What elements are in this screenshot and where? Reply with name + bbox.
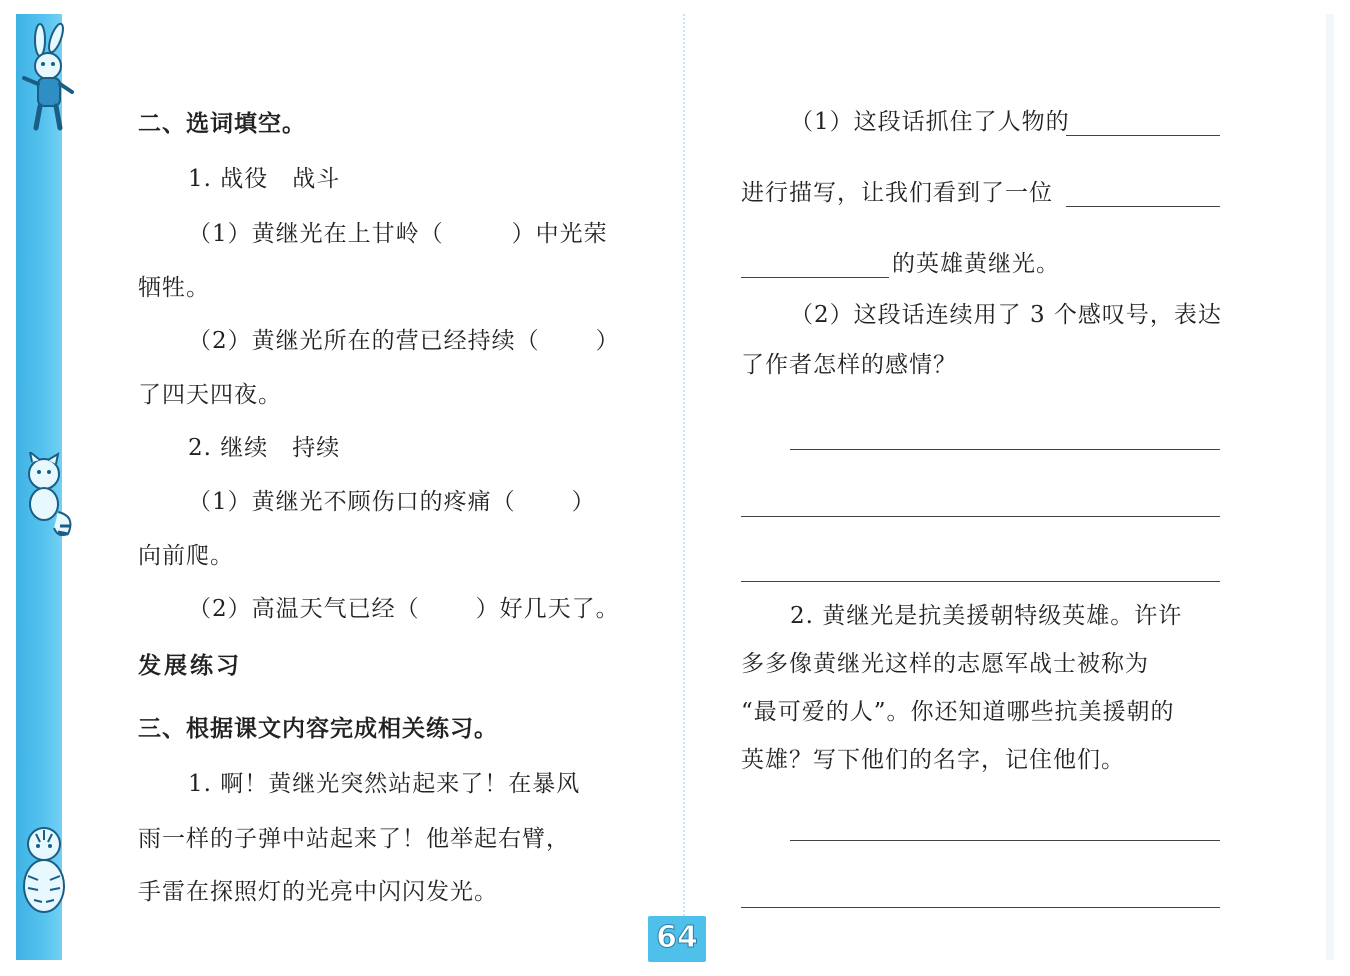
q1-2-text-b: ） [595,328,620,354]
right-p1-line1: （1）这段话抓住了人物的 [790,109,1070,135]
right-edge-strip [1326,14,1334,960]
right-p1-line3: 的英雄黄继光。 [892,251,1060,277]
right-q2-line4: 英雄？写下他们的名字，记住他们。 [741,747,1125,773]
rabbit-mascot-icon [12,22,84,138]
q2-1-text-c: 向前爬。 [138,543,234,569]
right-q2-line1: 2. 黄继光是抗美援朝特级英雄。许许 [790,603,1183,629]
q1-2-line [188,330,620,353]
right-p2-line2: 了作者怎样的感情？ [741,352,957,378]
q1-word-choices: 1. 战役 战斗 [188,166,341,192]
q1-1-text-b: ）中光荣 [511,221,608,247]
q2-1-text-a: （1）黄继光不顾伤口的疼痛（ [188,489,516,515]
page-number: 64 [656,920,698,955]
q2-2-text-b: ）好几天了。 [475,596,620,622]
page-fold [683,14,687,960]
q2-2-line [188,598,620,621]
tiger-mascot-icon [14,820,72,920]
q1-1-text-a: （1）黄继光在上甘岭（ [188,221,444,247]
development-practice-title: 发展练习 [138,653,242,679]
passage-line-3: 手雷在探照灯的光亮中闪闪发光。 [138,879,498,905]
q1-1-line [188,223,608,246]
q2-2-text-a: （2）高温天气已经（ [188,596,420,622]
passage-line-1: 1. 啊！黄继光突然站起来了！在暴风 [188,771,581,797]
q2-1-line [188,491,596,514]
q2-word-choices: 2. 继续 持续 [188,435,341,461]
section3-title: 三、根据课文内容完成相关练习。 [138,716,498,742]
answer-line-feeling-2[interactable] [741,516,1220,517]
answer-line-hero-quality-a[interactable] [1066,206,1220,207]
q1-2-text-c: 了四天四夜。 [138,382,282,408]
passage-line-2: 雨一样的子弹中站起来了！他举起右臂， [138,826,570,852]
right-p2-line1: （2）这段话连续用了 3 个感叹号，表达 [790,302,1222,328]
answer-line-heroes-2[interactable] [741,907,1220,908]
answer-line-aspect[interactable] [1066,135,1220,136]
answer-line-hero-quality-b[interactable] [741,277,889,278]
right-q2-line2: 多多像黄继光这样的志愿军战士被称为 [741,651,1149,677]
answer-line-feeling-1[interactable] [790,449,1220,450]
right-p1-line2: 进行描写，让我们看到了一位 [741,180,1053,206]
cat-mascot-icon [14,452,80,538]
q2-1-text-b: ） [571,489,596,515]
right-q2-line3: “最可爱的人”。你还知道哪些抗美援朝的 [741,699,1175,725]
section2-title: 二、选词填空。 [138,111,306,137]
answer-line-feeling-3[interactable] [741,581,1220,582]
answer-line-heroes-1[interactable] [790,840,1220,841]
q1-2-text-a: （2）黄继光所在的营已经持续（ [188,328,540,354]
q1-1-text-c: 牺牲。 [138,275,210,301]
